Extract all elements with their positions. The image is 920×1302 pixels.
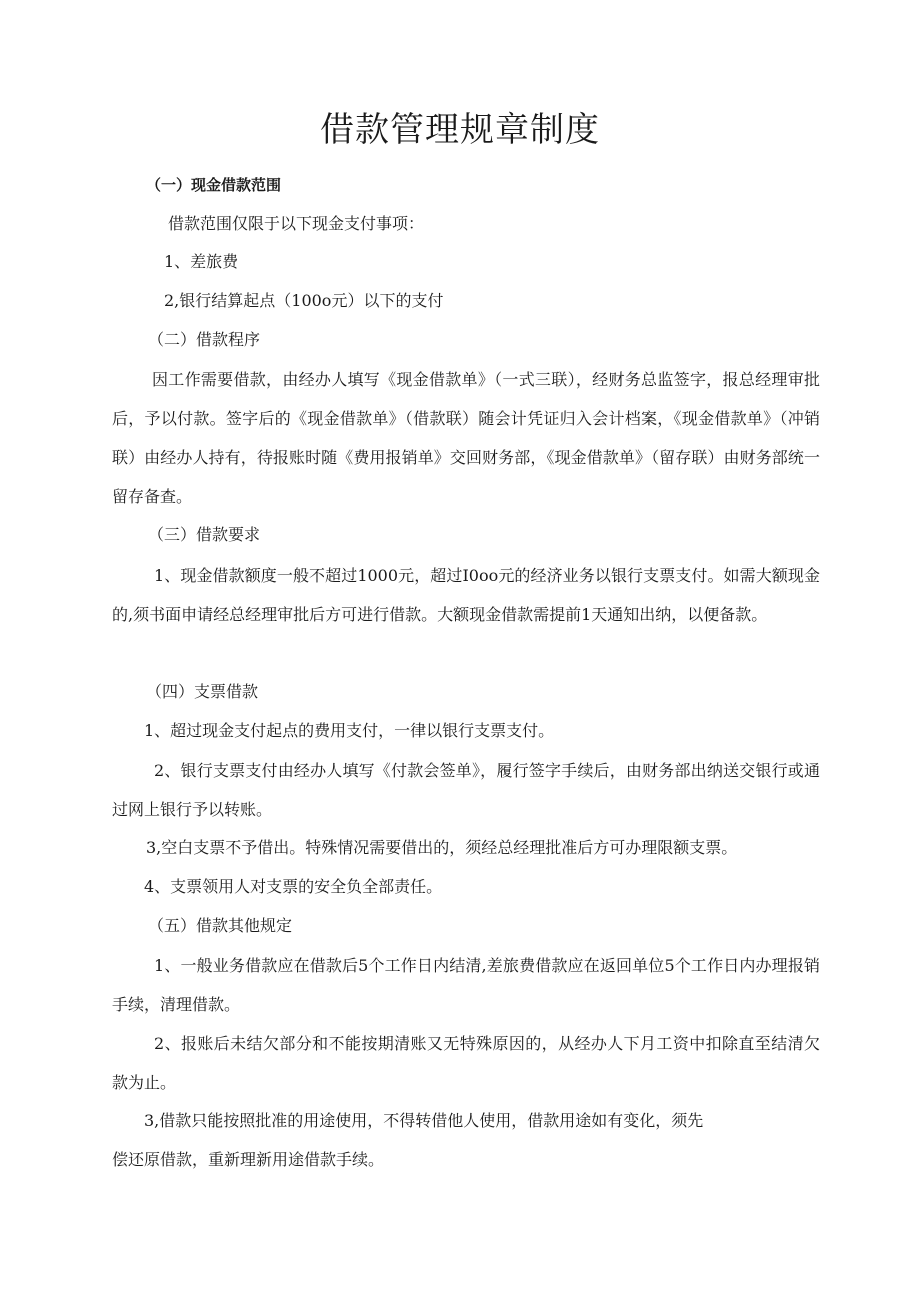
section-3-heading: （三）借款要求 [148,525,261,544]
document-title: 借款管理规章制度 [320,110,600,150]
section-4-item-3: 3,空白支票不予借出。特殊情况需要借出的，须经总经理批准后方可办理限额支票。 [146,838,738,857]
section-1-intro: 借款范围仅限于以下现金支付事项： [168,214,425,233]
section-4-item-1: 1、超过现金支付起点的费用支付，一律以银行支票支付。 [144,721,555,740]
section-1-item-2: 2,银行结算起点（100o元）以下的支付 [164,291,444,310]
section-1-heading: （一）现金借款范围 [146,176,282,194]
section-3-paragraph: 1、现金借款额度一般不超过1000元，超过I0oo元的经济业务以银行支票支付。如需大额现金的,须书面申请经总经理审批后方可进行借款。大额现金借款需提前1天通知出纳，以便备款。 [112,566,820,624]
section-4-item-4: 4、支票领用人对支票的安全负全部责任。 [144,877,443,896]
section-5-item-3-line-1: 3,借款只能按照批准的用途使用，不得转借他人使用，借款用途如有变化，须先 [144,1111,704,1130]
section-2-heading: （二）借款程序 [148,330,261,349]
section-5-item-2: 2、报账后未结欠部分和不能按期清账又无特殊原因的，从经办人下月工资中扣除直至结清欠款为止。 [112,1034,820,1092]
section-5-heading: （五）借款其他规定 [148,916,293,935]
section-5-item-1: 1、一般业务借款应在借款后5个工作日内结清,差旅费借款应在返回单位5个工作日内办理报销手续，清理借款。 [112,956,820,1014]
section-4-item-2: 2、银行支票支付由经办人填写《付款会签单》，履行签字手续后，由财务部出纳送交银行或通过网上银行予以转账。 [112,761,820,819]
section-5-item-3-line-2: 偿还原借款，重新理新用途借款手续。 [112,1150,385,1169]
section-2-paragraph: 因工作需要借款，由经办人填写《现金借款单》（一式三联），经财务总监签字，报总经理审批后，予以付款。签字后的《现金借款单》（借款联）随会计凭证归入会计档案，《现金借款单》（冲销联）由经办人持有，待报账时随《费用报销单》交回财务部，《现金借款单》（留存联）由财务部统一留存备查。 [112,370,820,506]
section-1-item-1: 1、差旅费 [164,252,239,271]
section-4-heading: （四）支票借款 [146,682,259,701]
